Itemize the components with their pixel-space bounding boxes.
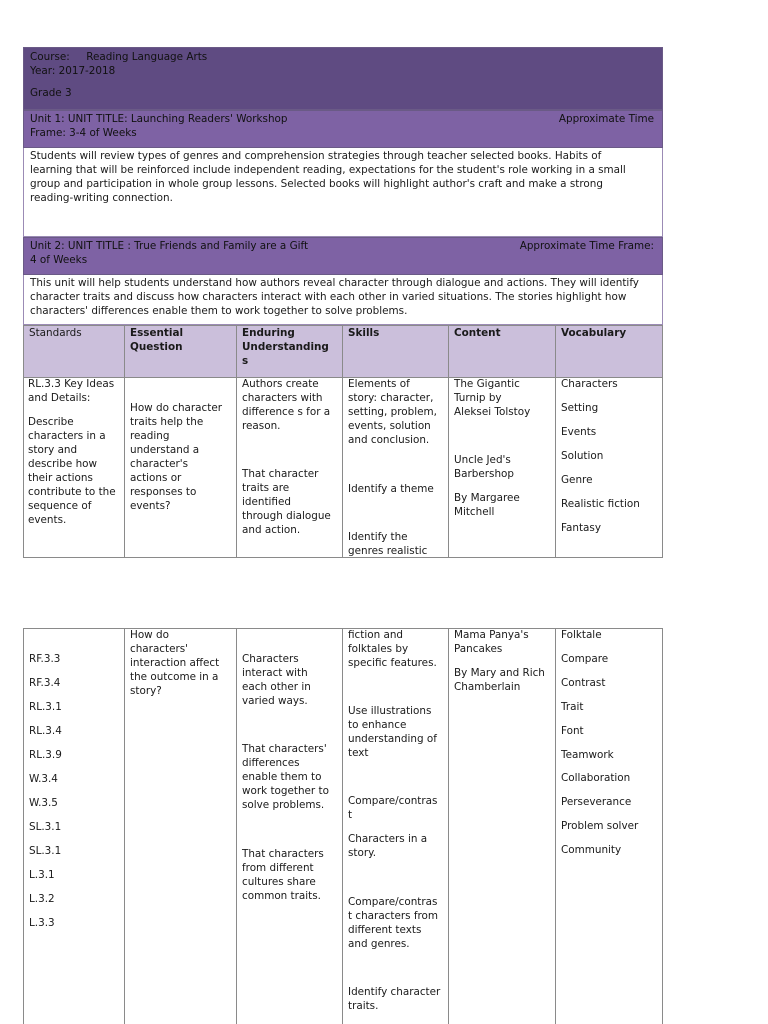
- standard-rl33: [28, 377, 114, 405]
- vocab-term: Font: [561, 725, 584, 737]
- unit2-desc-line: character traits and discuss how characters interact with each other in varied situations. The stories highlight how: [30, 291, 627, 303]
- cell-text: Compare/contras: [348, 795, 438, 807]
- header-text: Understanding: [242, 341, 329, 353]
- unit1-desc-line: group and participation in whole group lessons. Selected books will highlight author's craft and make a strong: [30, 178, 603, 190]
- cell-text: traits.: [348, 1000, 379, 1012]
- unit2-title: Unit 2: UNIT TITLE : True Friends and Family are a Gift: [30, 240, 309, 252]
- cell-text: Pancakes: [454, 643, 503, 655]
- standard-code: RF.3.4: [29, 677, 61, 689]
- cell-text: Chamberlain: [454, 681, 521, 693]
- cell-text: RL.3.3 Key Ideas: [28, 378, 115, 390]
- unit1-frame: Frame: 3-4 of Weeks: [30, 127, 137, 139]
- header-standards: Standards: [29, 327, 82, 339]
- vocab-term: Setting: [561, 402, 599, 414]
- cell-text: How do character: [130, 402, 222, 414]
- cell-text: common traits.: [242, 890, 321, 902]
- essential-question-2: [130, 628, 219, 698]
- standard-code: RL.3.1: [29, 701, 62, 713]
- cell-text: identified: [242, 496, 291, 508]
- standard-code: SL.3.1: [29, 821, 62, 833]
- enduring-understanding-d: [242, 742, 329, 812]
- skill-elements-of-story: [348, 377, 437, 447]
- standard-code: L.3.3: [29, 917, 55, 929]
- skill-use-illustrations: [348, 704, 437, 760]
- unit1-title: Unit 1: UNIT TITLE: Launching Readers' Workshop: [30, 113, 288, 125]
- content-uncle-jeds-barbershop: [454, 453, 514, 481]
- cell-text: Characters: [242, 653, 299, 665]
- cell-text: character's: [130, 458, 189, 470]
- unit2-desc-line: This unit will help students understand how authors reveal character through dialogue and actions. They will identify: [30, 277, 639, 289]
- content-author-margaree-mitchell: [454, 491, 520, 519]
- cell-text: story.: [348, 847, 377, 859]
- cell-text: specific features.: [348, 657, 437, 669]
- unit1-title-bar: [23, 110, 663, 148]
- standard-code: W.3.4: [29, 773, 58, 785]
- cell-text: from different: [242, 862, 314, 874]
- vocab-term: Fantasy: [561, 522, 601, 534]
- standard-description: [28, 415, 116, 527]
- vocab-term: Collaboration: [561, 772, 631, 784]
- cell-text: interact with: [242, 667, 308, 679]
- vocab-term: Teamwork: [561, 749, 614, 761]
- cell-text: understanding of: [348, 733, 437, 745]
- enduring-understanding-a: [242, 377, 330, 433]
- cell-text: How do: [130, 629, 169, 641]
- skill-identify-genres: [348, 530, 427, 558]
- vocab-term: Genre: [561, 474, 593, 486]
- cell-text: understand a: [130, 444, 200, 456]
- cell-text: Identify the: [348, 531, 408, 543]
- cell-text: and conclusion.: [348, 434, 430, 446]
- cell-text: t: [348, 809, 353, 821]
- cell-text: story and: [28, 444, 78, 456]
- cell-text: Mama Panya's: [454, 629, 529, 641]
- cell-text: t characters from: [348, 910, 439, 922]
- cell-text: Aleksei Tolstoy: [454, 406, 531, 418]
- essential-question-1: [130, 401, 222, 513]
- vocab-term: Trait: [561, 701, 584, 713]
- content-author-chamberlain: [454, 666, 545, 694]
- vocab-term: Community: [561, 844, 622, 856]
- cell-text: Use illustrations: [348, 705, 432, 717]
- cell-text: reading: [130, 430, 170, 442]
- cell-text: traits are: [242, 482, 290, 494]
- cell-text: each other in: [242, 681, 311, 693]
- cell-text: work together to: [242, 785, 329, 797]
- cell-text: different texts: [348, 924, 422, 936]
- unit2-table-part1: [23, 325, 663, 558]
- unit1-desc-line: Students will review types of genres and comprehension strategies through teacher selected books. Habits of: [30, 150, 602, 162]
- cell-text: Mitchell: [454, 506, 495, 518]
- vocab-term: Realistic fiction: [561, 498, 640, 510]
- cell-text: Elements of: [348, 378, 410, 390]
- cell-text: sequence of: [28, 500, 92, 512]
- cell-text: traits help the: [130, 416, 204, 428]
- cell-text: and action.: [242, 524, 301, 536]
- cell-text: characters with: [242, 392, 323, 404]
- cell-text: contribute to the: [28, 486, 116, 498]
- vocab-term: Contrast: [561, 677, 606, 689]
- cell-text: text: [348, 747, 369, 759]
- unit2-time-label: Approximate Time Frame:: [519, 240, 654, 252]
- header-enduring-understandings: [242, 326, 329, 368]
- content-mama-panyas-pancakes: [454, 628, 529, 656]
- vocab-term: Perseverance: [561, 796, 632, 808]
- cell-text: the outcome in a: [130, 671, 219, 683]
- cell-text: and genres.: [348, 938, 410, 950]
- cell-text: Describe: [28, 416, 74, 428]
- year-line: Year: 2017-2018: [30, 65, 116, 77]
- cell-text: story: character,: [348, 392, 434, 404]
- cell-text: Identify character: [348, 986, 441, 998]
- cell-text: varied ways.: [242, 695, 308, 707]
- cell-text: The Gigantic: [454, 378, 520, 390]
- cell-text: characters': [130, 643, 189, 655]
- cell-text: That characters': [242, 743, 327, 755]
- cell-text: Barbershop: [454, 468, 514, 480]
- enduring-understanding-c: [242, 652, 311, 708]
- cell-text: interaction affect: [130, 657, 220, 669]
- unit1-time-label: Approximate Time: [558, 113, 654, 125]
- enduring-understanding-b: [242, 467, 331, 537]
- header-text: Enduring: [242, 327, 295, 339]
- header-text: Question: [130, 341, 183, 353]
- cell-text: solve problems.: [242, 799, 325, 811]
- course-header: [23, 47, 663, 110]
- cell-text: actions or: [130, 472, 182, 484]
- content-gigantic-turnip: [454, 377, 530, 419]
- unit2-description: [23, 275, 663, 325]
- header-text: Essential: [130, 327, 184, 339]
- cell-text: describe how: [28, 458, 98, 470]
- vocab-term: Compare: [561, 653, 609, 665]
- cell-text: events, solution: [348, 420, 431, 432]
- cell-text: reason.: [242, 420, 281, 432]
- unit1-desc-line: reading-writing connection.: [30, 192, 173, 204]
- header-vocabulary: Vocabulary: [561, 327, 627, 339]
- cell-text: to enhance: [348, 719, 407, 731]
- cell-text: Turnip by: [454, 392, 502, 404]
- cell-text: characters in a: [28, 430, 106, 442]
- cell-text: their actions: [28, 472, 93, 484]
- standard-code: SL.3.1: [29, 845, 62, 857]
- cell-text: difference s for a: [242, 406, 331, 418]
- header-essential-question: [130, 326, 183, 354]
- vocab-term: Folktale: [561, 629, 602, 641]
- vocab-term: Problem solver: [561, 820, 639, 832]
- cell-text: Uncle Jed's: [454, 454, 511, 466]
- unit2-desc-line: characters' differences enable them to work together to solve problems.: [30, 305, 408, 317]
- unit2-title-bar: [23, 237, 663, 275]
- enduring-understanding-e: [242, 847, 324, 903]
- cell-text: cultures share: [242, 876, 316, 888]
- skill-characters-in-story: [348, 832, 427, 860]
- unit2-table-part2: [23, 628, 663, 1024]
- skill-compare-contrast: [348, 794, 437, 822]
- standard-code: L.3.1: [29, 869, 55, 881]
- vocab-term: Characters: [561, 378, 618, 390]
- cell-text: enable them to: [242, 771, 322, 783]
- cell-text: responses to: [130, 486, 197, 498]
- skill-fiction-folktales: [348, 628, 437, 670]
- cell-text: By Margaree: [454, 492, 520, 504]
- skill-identify-theme: Identify a theme: [348, 483, 434, 495]
- skill-identify-character-traits: [348, 985, 440, 1013]
- vocab-term: Solution: [561, 450, 604, 462]
- unit2-frame: 4 of Weeks: [30, 254, 88, 266]
- unit1-description: [23, 148, 663, 237]
- cell-text: fiction and: [348, 629, 404, 641]
- header-content: Content: [454, 327, 501, 339]
- cell-text: events?: [130, 500, 171, 512]
- cell-text: folktales by: [348, 643, 409, 655]
- cell-text: Compare/contras: [348, 896, 438, 908]
- standard-code: RL.3.9: [29, 749, 62, 761]
- header-skills: Skills: [348, 327, 380, 339]
- standard-code: RL.3.4: [29, 725, 62, 737]
- standard-code: L.3.2: [29, 893, 55, 905]
- cell-text: genres realistic: [348, 545, 428, 557]
- cell-text: through dialogue: [242, 510, 331, 522]
- vocab-term: Events: [561, 426, 597, 438]
- cell-text: story?: [130, 685, 162, 697]
- cell-text: That character: [242, 468, 319, 480]
- cell-text: Authors create: [242, 378, 319, 390]
- unit1-desc-line: learning that will be reinforced include independent reading, expectations for the student's role working in a small: [30, 164, 626, 176]
- standard-code: W.3.5: [29, 797, 58, 809]
- course-line: Course: Reading Language Arts: [30, 51, 208, 63]
- cell-text: and Details:: [28, 392, 91, 404]
- header-text: s: [242, 355, 249, 367]
- skill-compare-characters: [348, 895, 438, 951]
- cell-text: differences: [242, 757, 300, 769]
- cell-text: Characters in a: [348, 833, 428, 845]
- grade-line: Grade 3: [30, 87, 72, 99]
- cell-text: That characters: [242, 848, 324, 860]
- standard-code: RF.3.3: [29, 653, 61, 665]
- cell-text: By Mary and Rich: [454, 667, 545, 679]
- cell-text: events.: [28, 514, 67, 526]
- cell-text: setting, problem,: [348, 406, 437, 418]
